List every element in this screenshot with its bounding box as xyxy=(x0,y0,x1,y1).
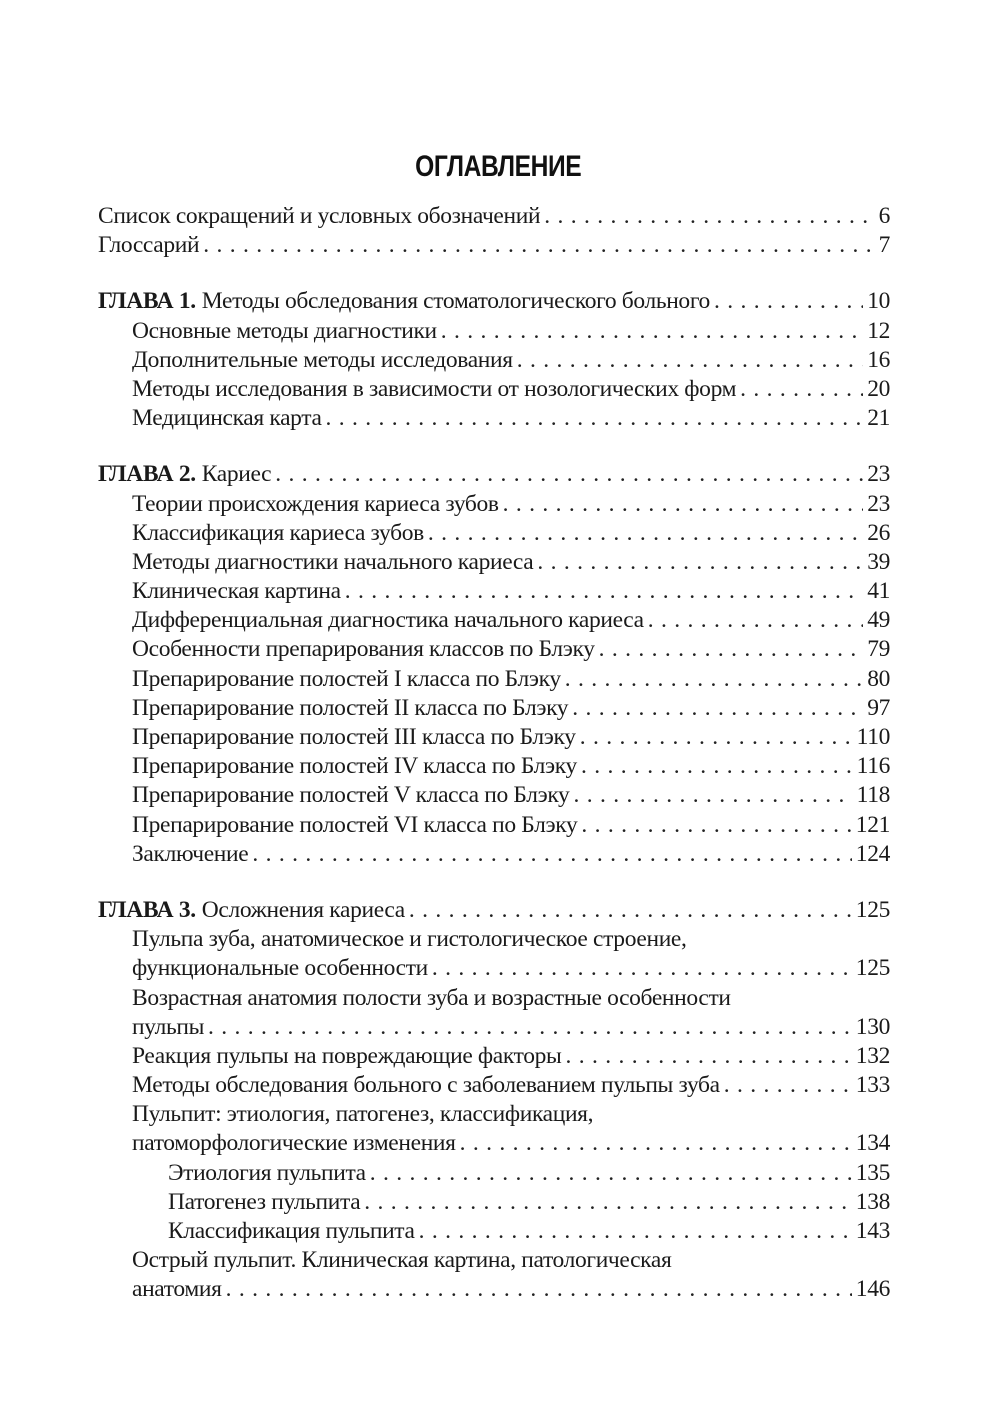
page-number: 12 xyxy=(867,317,890,344)
entry-label: Пульпа зуба, анатомическое и гистологическое строение, xyxy=(132,926,687,953)
page-number: 79 xyxy=(867,636,890,663)
entry-label: Препарирование полостей III класса по Блэку xyxy=(132,724,576,750)
page-number: 16 xyxy=(867,346,890,373)
page-title: ОГЛАВЛЕНИЕ xyxy=(415,150,582,183)
toc-entry-glossary[interactable] xyxy=(98,231,890,260)
entry-label: функциональные особенности xyxy=(132,955,428,982)
toc-section[interactable] xyxy=(98,548,890,577)
page-number: 138 xyxy=(855,1188,890,1215)
page-number: 118 xyxy=(856,782,890,809)
dot-leader xyxy=(252,840,851,869)
toc-chapter-1[interactable] xyxy=(98,287,890,316)
toc-section-line1[interactable] xyxy=(98,984,890,1013)
page-number: 130 xyxy=(855,1013,890,1040)
page-number: 146 xyxy=(855,1276,890,1303)
toc-subsection[interactable] xyxy=(98,1188,890,1217)
dot-leader xyxy=(441,317,863,346)
dot-leader xyxy=(740,375,863,404)
dot-leader xyxy=(517,346,863,375)
toc-section[interactable] xyxy=(98,1071,890,1100)
chapter-title: Кариес xyxy=(201,461,272,488)
entry-label: Препарирование полостей VI класса по Блэку xyxy=(132,811,578,838)
entry-label: Пульпит: этиология, патогенез, классификация, xyxy=(132,1101,594,1128)
page-number: 121 xyxy=(855,811,890,838)
dot-leader xyxy=(724,1071,852,1100)
page-number: 125 xyxy=(855,896,890,923)
toc-section-line1[interactable] xyxy=(98,1100,890,1129)
toc-section[interactable] xyxy=(98,635,890,664)
entry-label: патоморфологические изменения xyxy=(132,1130,456,1157)
dot-leader xyxy=(203,231,874,260)
toc-section-line1[interactable] xyxy=(98,925,890,954)
dot-leader xyxy=(409,896,852,925)
page-number: 132 xyxy=(855,1042,890,1069)
page-number: 23 xyxy=(867,461,890,488)
chapter-label: ГЛАВА 1. xyxy=(98,288,196,315)
entry-label: Классификация пульпита xyxy=(168,1218,415,1244)
toc-section[interactable] xyxy=(98,840,890,869)
toc-section[interactable] xyxy=(98,723,890,752)
entry-label: Возрастная анатомия полости зуба и возрастные особенности xyxy=(132,984,731,1011)
entry-label: Клиническая картина xyxy=(132,578,341,605)
entry-label: Методы исследования в зависимости от нозологических форм xyxy=(132,375,737,402)
entry-label: Препарирование полостей IV класса по Блэку xyxy=(132,753,577,780)
entry-label: Этиология пульпита xyxy=(168,1159,366,1186)
toc-section[interactable] xyxy=(98,375,890,404)
entry-label: Особенности препарирования классов по Блэку xyxy=(132,636,595,663)
chapter-label: ГЛАВА 3. xyxy=(98,896,196,923)
entry-label: Патогенез пульпита xyxy=(168,1188,361,1215)
dot-leader xyxy=(208,1013,852,1042)
entry-label: Дополнительные методы исследования xyxy=(132,346,513,373)
toc-section[interactable] xyxy=(98,665,890,694)
toc-subsection[interactable] xyxy=(98,1159,890,1188)
entry-label: анатомия xyxy=(132,1276,222,1303)
page-number: 20 xyxy=(867,375,890,402)
entry-label: Препарирование полостей II класса по Блэку xyxy=(132,694,569,721)
toc-section-line2[interactable] xyxy=(98,954,890,983)
page-number: 21 xyxy=(867,405,890,432)
toc-section[interactable] xyxy=(98,1042,890,1071)
entry-label: Медицинская карта xyxy=(132,405,322,432)
dot-leader xyxy=(503,490,864,519)
toc-chapter-3[interactable] xyxy=(98,896,890,925)
entry-label: Основные методы диагностики xyxy=(132,317,437,344)
page-number: 26 xyxy=(867,519,890,546)
toc-section[interactable] xyxy=(98,811,890,840)
table-of-contents xyxy=(98,202,890,1305)
toc-section[interactable] xyxy=(98,752,890,781)
toc-section[interactable] xyxy=(98,346,890,375)
toc-section[interactable] xyxy=(98,606,890,635)
dot-leader xyxy=(275,460,863,489)
entry-label: Глоссарий xyxy=(98,232,200,259)
dot-leader xyxy=(599,635,864,664)
chapter-title: Осложнения кариеса xyxy=(201,896,405,923)
page-number: 80 xyxy=(867,665,890,692)
dot-leader xyxy=(432,954,852,983)
dot-leader xyxy=(326,404,864,433)
page-number: 41 xyxy=(867,578,890,605)
entry-label: Методы обследования больного с заболеванием пульпы зуба xyxy=(132,1072,720,1099)
dot-leader xyxy=(370,1159,852,1188)
dot-leader xyxy=(226,1275,852,1304)
toc-section-line2[interactable] xyxy=(98,1129,890,1158)
page-number: 143 xyxy=(855,1218,890,1244)
dot-leader xyxy=(537,548,863,577)
entry-label: Список сокращений и условных обозначений xyxy=(98,203,541,229)
dot-leader xyxy=(565,665,863,694)
page-number: 135 xyxy=(855,1159,890,1186)
entry-label: Классификация кариеса зубов xyxy=(132,519,424,546)
dot-leader xyxy=(580,723,853,752)
chapter-title: Методы обследования стоматологического больного xyxy=(201,288,710,315)
entry-label: Методы диагностики начального кариеса xyxy=(132,548,534,575)
page-number: 39 xyxy=(867,548,890,575)
dot-leader xyxy=(581,752,853,781)
toc-section[interactable] xyxy=(98,490,890,519)
page-number: 116 xyxy=(856,753,890,780)
dot-leader xyxy=(345,577,863,606)
dot-leader xyxy=(648,606,863,635)
toc-section[interactable] xyxy=(98,317,890,346)
toc-section[interactable] xyxy=(98,404,890,433)
page-number: 97 xyxy=(867,694,890,721)
dot-leader xyxy=(581,811,851,840)
toc-chapter-2[interactable] xyxy=(98,460,890,489)
entry-label: Дифференциальная диагностика начального кариеса xyxy=(132,607,644,634)
dot-leader xyxy=(572,694,863,723)
entry-label: Реакция пульпы на повреждающие факторы xyxy=(132,1042,562,1069)
toc-entry-abbreviations[interactable] xyxy=(98,202,890,231)
toc-section[interactable] xyxy=(98,694,890,723)
toc-section[interactable] xyxy=(98,577,890,606)
dot-leader xyxy=(419,1217,852,1246)
entry-label: Теории происхождения кариеса зубов xyxy=(132,490,499,517)
page-number: 10 xyxy=(867,288,890,315)
page-number: 134 xyxy=(855,1130,890,1157)
dot-leader xyxy=(714,287,863,316)
toc-section[interactable] xyxy=(98,519,890,548)
page-number: 124 xyxy=(855,840,890,867)
page-number: 6 xyxy=(878,203,890,229)
dot-leader xyxy=(573,781,852,810)
toc-subsection[interactable] xyxy=(98,1217,890,1246)
page-number: 7 xyxy=(878,232,890,259)
dot-leader xyxy=(544,202,874,231)
dot-leader xyxy=(364,1188,852,1217)
toc-section-line1[interactable] xyxy=(98,1246,890,1275)
page-number: 23 xyxy=(867,490,890,517)
dot-leader xyxy=(428,519,863,548)
entry-label: Препарирование полостей V класса по Блэку xyxy=(132,782,570,809)
page-number: 49 xyxy=(867,607,890,634)
page-number: 110 xyxy=(856,724,890,750)
entry-label: Заключение xyxy=(132,840,249,867)
entry-label: пульпы xyxy=(132,1013,205,1040)
toc-section[interactable] xyxy=(98,781,890,810)
dot-leader xyxy=(460,1129,852,1158)
toc-section-line2[interactable] xyxy=(98,1013,890,1042)
page-number: 125 xyxy=(855,955,890,982)
dot-leader xyxy=(566,1042,852,1071)
chapter-label: ГЛАВА 2. xyxy=(98,461,196,488)
entry-label: Острый пульпит. Клиническая картина, патологическая xyxy=(132,1247,672,1274)
toc-section-line2[interactable] xyxy=(98,1275,890,1304)
page-number: 133 xyxy=(855,1072,890,1099)
entry-label: Препарирование полостей I класса по Блэку xyxy=(132,665,561,692)
